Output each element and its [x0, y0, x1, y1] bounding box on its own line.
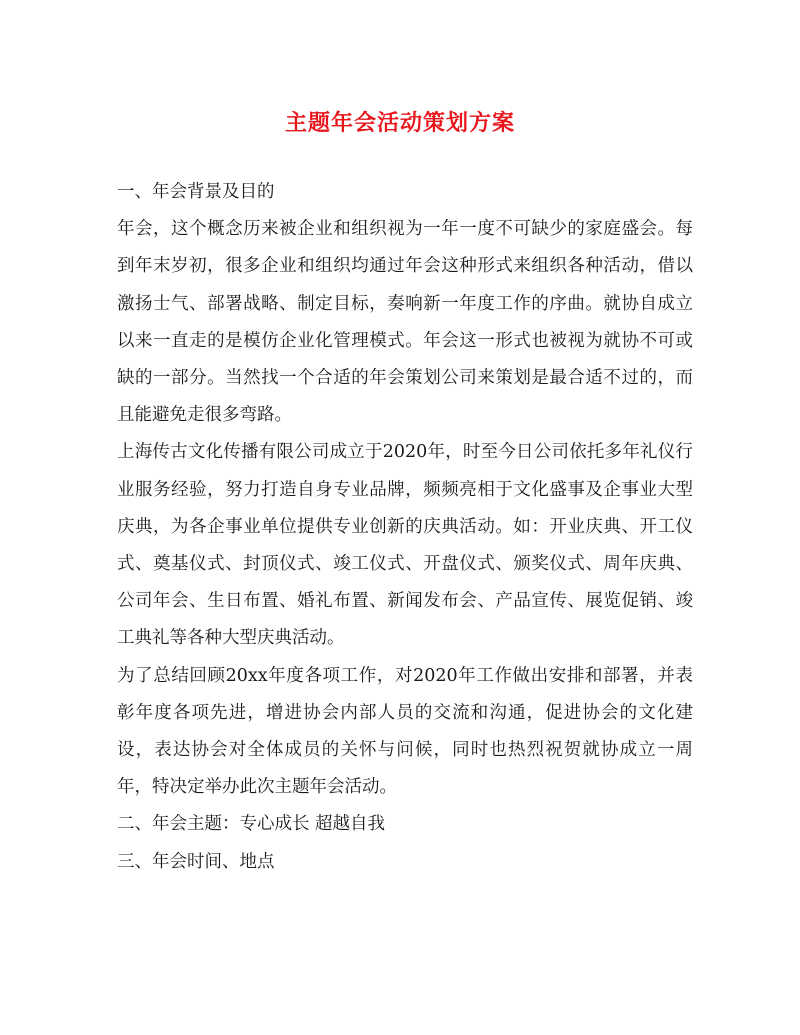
section-heading-theme: 二、年会主题：专心成长 超越自我: [117, 814, 386, 835]
paragraph-event-purpose: 为了总结回顾20xx年度各项工作，对2020年工作做出安排和部署，并表彰年度各项先进，增进协会内部人员的交流和沟通，促进协会的文化建设，表达协会对全体成员的关怀与问候，同时也热烈祝贺就协成立一周年，特决定举办此次主题年会活动。: [117, 665, 693, 798]
paragraph-annual-meeting-intro: 年会，这个概念历来被企业和组织视为一年一度不可缺少的家庭盛会。每到年末岁初，很多企业和组织均通过年会这种形式来组织各种活动，借以激扬士气、部署战略、制定目标，奏响新一年度工作的序曲。就协自成立以来一直走的是模仿企业化管理模式。年会这一形式也被视为就协不可或缺的一部分。当然找一个合适的年会策划公司来策划是最合适不过的，而且能避免走很多弯路。: [117, 219, 693, 426]
section-heading-time-place: 三、年会时间、地点: [117, 851, 275, 872]
paragraph-company-intro: 上海传古文化传播有限公司成立于2020年，时至今日公司依托多年礼仪行业服务经验，努力打造自身专业品牌，频频亮相于文化盛事及企事业大型庆典，为各企事业单位提供专业创新的庆典活动。如：开业庆典、开工仪式、奠基仪式、封顶仪式、竣工仪式、开盘仪式、颁奖仪式、周年庆典、公司年会、生日布置、婚礼布置、新闻发布会、产品宣传、展览促销、竣工典礼等各种大型庆典活动。: [117, 442, 693, 649]
section-heading-background: 一、年会背景及目的: [117, 182, 275, 202]
document-body: [117, 174, 693, 881]
document-title: 主题年会活动策划方案: [284, 110, 515, 136]
